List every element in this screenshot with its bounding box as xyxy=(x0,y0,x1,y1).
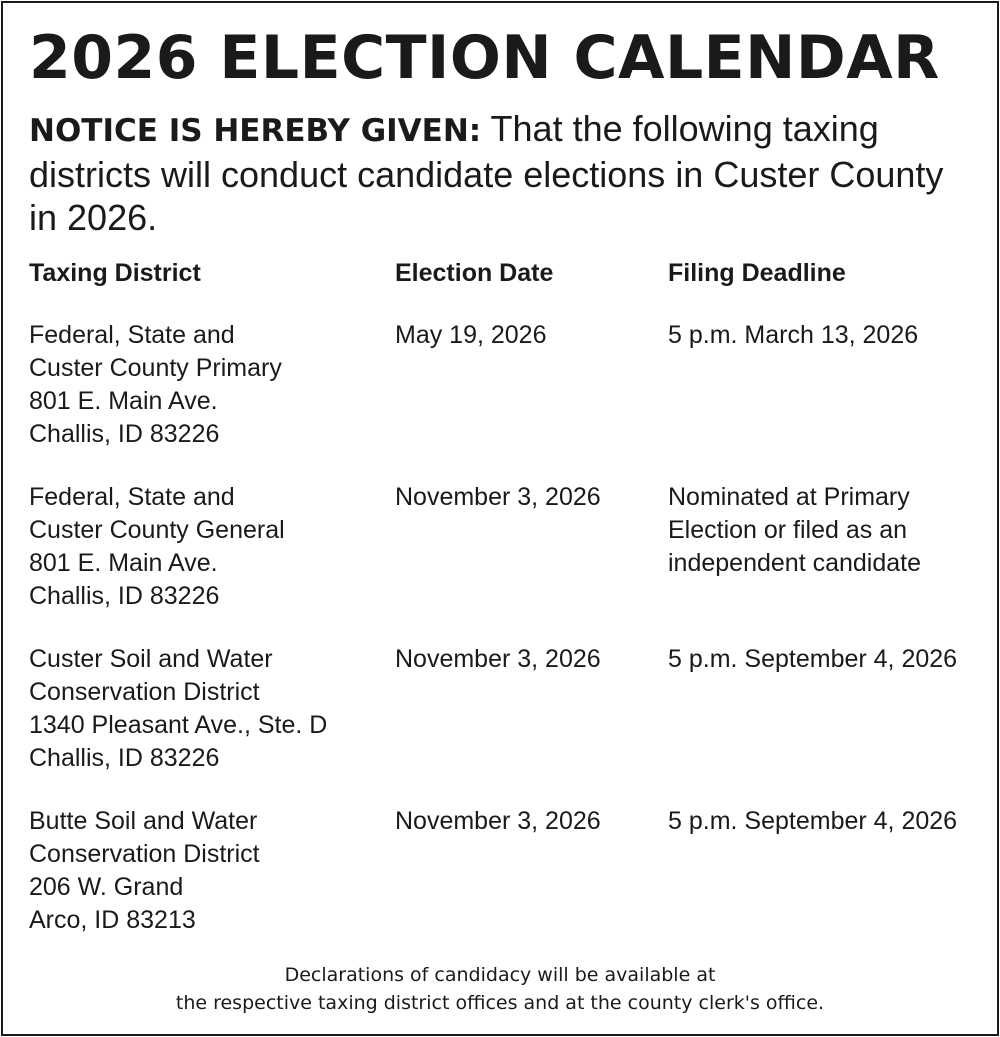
district-line: Federal, State and xyxy=(29,483,235,511)
table-row-4-district xyxy=(29,805,379,937)
table-row-2-filing-deadline xyxy=(668,481,988,580)
district-line: Challis, ID 83226 xyxy=(29,582,220,610)
deadline-line: Nominated at Primary xyxy=(668,483,910,511)
district-line: Conservation District xyxy=(29,678,260,706)
footer-line-1: Declarations of candidacy will be available at xyxy=(284,964,716,986)
deadline-line: 5 p.m. March 13, 2026 xyxy=(668,321,919,349)
district-line: Federal, State and xyxy=(29,321,235,349)
table-row-4-election-date: November 3, 2026 xyxy=(395,807,601,835)
district-line: Arco, ID 83213 xyxy=(29,906,196,934)
table-row-1-district xyxy=(29,319,379,451)
district-line: Conservation District xyxy=(29,840,260,868)
table-row-3-district xyxy=(29,643,379,775)
table-row-3-election-date: November 3, 2026 xyxy=(395,645,601,673)
table-row-1-election-date: May 19, 2026 xyxy=(395,321,547,349)
district-line: 801 E. Main Ave. xyxy=(29,549,218,577)
deadline-line: 5 p.m. September 4, 2026 xyxy=(668,807,958,835)
table-row-2-election-date: November 3, 2026 xyxy=(395,483,601,511)
header-filing-deadline: Filing Deadline xyxy=(668,259,846,287)
deadline-line: 5 p.m. September 4, 2026 xyxy=(668,645,958,673)
table-row-4-filing-deadline xyxy=(668,805,988,838)
district-line: 1340 Pleasant Ave., Ste. D xyxy=(29,711,328,739)
district-line: Challis, ID 83226 xyxy=(29,420,220,448)
notice-frame xyxy=(1,1,999,1036)
district-line: 206 W. Grand xyxy=(29,873,184,901)
district-line: Custer County Primary xyxy=(29,354,282,382)
district-line: Butte Soil and Water xyxy=(29,807,258,835)
notice-text: That the following taxing districts will conduct candidate elections in Custer County in 2026. xyxy=(29,108,944,238)
notice-lead: NOTICE IS HEREBY GIVEN: xyxy=(29,113,482,149)
district-line: Custer Soil and Water xyxy=(29,645,273,673)
district-line: Challis, ID 83226 xyxy=(29,744,220,772)
page-title: 2026 ELECTION CALENDAR xyxy=(29,23,940,93)
deadline-line: Election or filed as an xyxy=(668,516,908,544)
district-line: Custer County General xyxy=(29,516,285,544)
footer-line-2: the respective taxing district offices and at the county clerk's office. xyxy=(175,992,825,1014)
table-row-2-district xyxy=(29,481,379,613)
header-taxing-district: Taxing District xyxy=(29,259,201,287)
header-election-date: Election Date xyxy=(395,259,554,287)
footer-note xyxy=(3,961,997,1017)
district-line: 801 E. Main Ave. xyxy=(29,387,218,415)
table-row-3-filing-deadline xyxy=(668,643,988,676)
notice-paragraph xyxy=(29,107,969,239)
deadline-line: independent candidate xyxy=(668,549,922,577)
table-row-1-filing-deadline xyxy=(668,319,988,352)
